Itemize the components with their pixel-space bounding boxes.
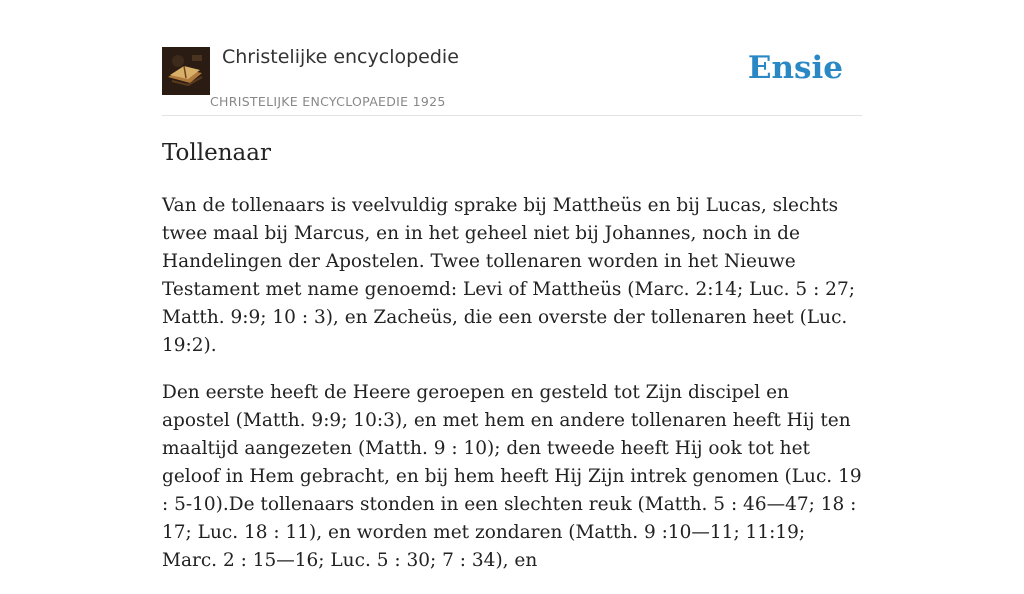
publication-subtitle[interactable]: CHRISTELIJKE ENCYCLOPAEDIE 1925 bbox=[210, 94, 446, 109]
article-title: Tollenaar bbox=[162, 140, 271, 166]
article-body bbox=[162, 192, 862, 594]
book-image-icon bbox=[162, 47, 210, 95]
publication-title[interactable]: Christelijke encyclopedie bbox=[222, 46, 459, 68]
article-paragraph: Den eerste heeft de Heere geroepen en gesteld tot Zijn discipel en apostel (Matth. 9:9; 10:3), en met hem en andere tollenaren heeft Hij ten maaltijd aangezeten (Matth. 9 : 10); den tweede heeft Hij ook tot het geloof in Hem gebracht, en bij hem heeft Hij Zijn intrek genomen (Luc. 19 : 5-10).De tollenaars stonden in een slechten reuk (Matth. 5 : 46—47; 18 : 17; Luc. 18 : 11), en worden met zondaren (Matth. 9 :10—11; 11:19; Marc. 2 : 15—16; Luc. 5 : 30; 7 : 34), en bbox=[162, 382, 862, 571]
header bbox=[162, 46, 862, 116]
brand-logo[interactable]: Ensie bbox=[747, 50, 843, 86]
article-paragraph: Van de tollenaars is veelvuldig sprake bij Mattheüs en bij Lucas, slechts twee maal bij Marcus, en in het geheel niet bij Johannes, noch in de Handelingen der Apostelen. Twee tollenaren worden in het Nieuwe Testament met name genoemd: Levi of Mattheüs (Marc. 2:14; Luc. 5 : 27; Matth. 9:9; 10 : 3), en Zacheüs, die een overste der tollenaren heet (Luc. 19:2). bbox=[162, 195, 855, 356]
publication-avatar[interactable] bbox=[162, 47, 210, 95]
